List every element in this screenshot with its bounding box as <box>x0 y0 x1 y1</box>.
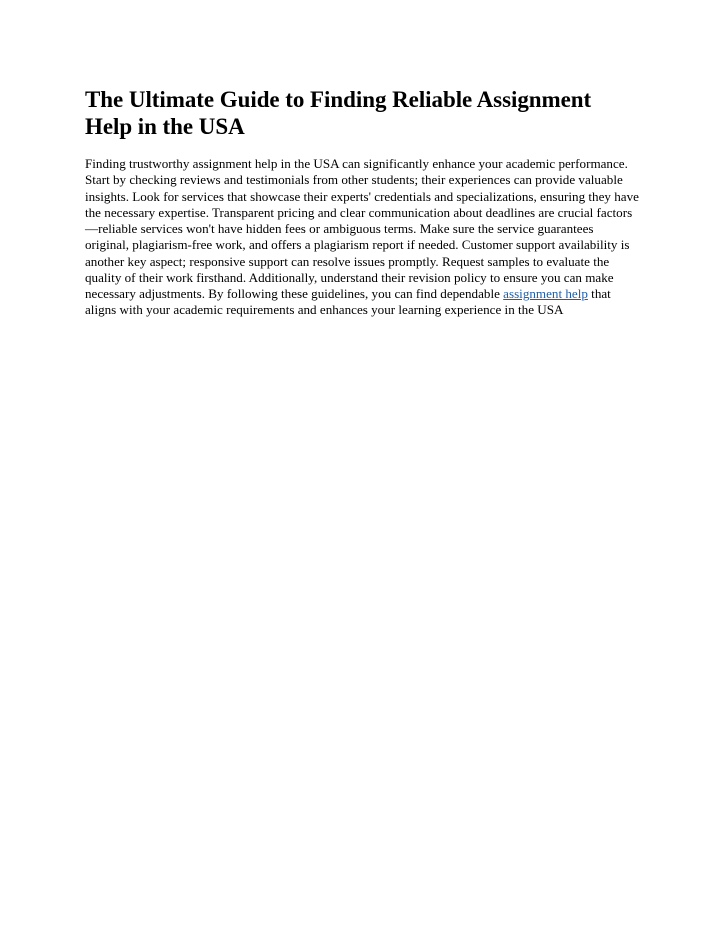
document-title: The Ultimate Guide to Finding Reliable Assignment Help in the USA <box>85 87 592 139</box>
paragraph-text-before-link: Finding trustworthy assignment help in the USA can significantly enhance your academic performance. Start by checking reviews and testimonials from other students; their experiences can provide valuable insights. Look for services that showcase their experts' credentials and specializations, ensuring they have the necessary expertise. Transparent pricing and clear communication about deadlines are crucial factors—reliable services won't have hidden fees or ambiguous terms. Make sure the service guarantees original, plagiarism-free work, and offers a plagiarism report if needed. Customer support availability is another key aspect; responsive support can resolve issues promptly. Request samples to evaluate the quality of their work firsthand. Additionally, understand their revision policy to ensure you can make necessary adjustments. By following these guidelines, you can find dependable <box>85 156 639 301</box>
assignment-help-link[interactable]: assignment help <box>503 286 588 301</box>
document-content <box>85 86 640 319</box>
paragraph-text-after-link: that aligns with your academic requirements and enhances your learning experience in the USA <box>85 286 611 318</box>
body-paragraph <box>85 156 640 319</box>
